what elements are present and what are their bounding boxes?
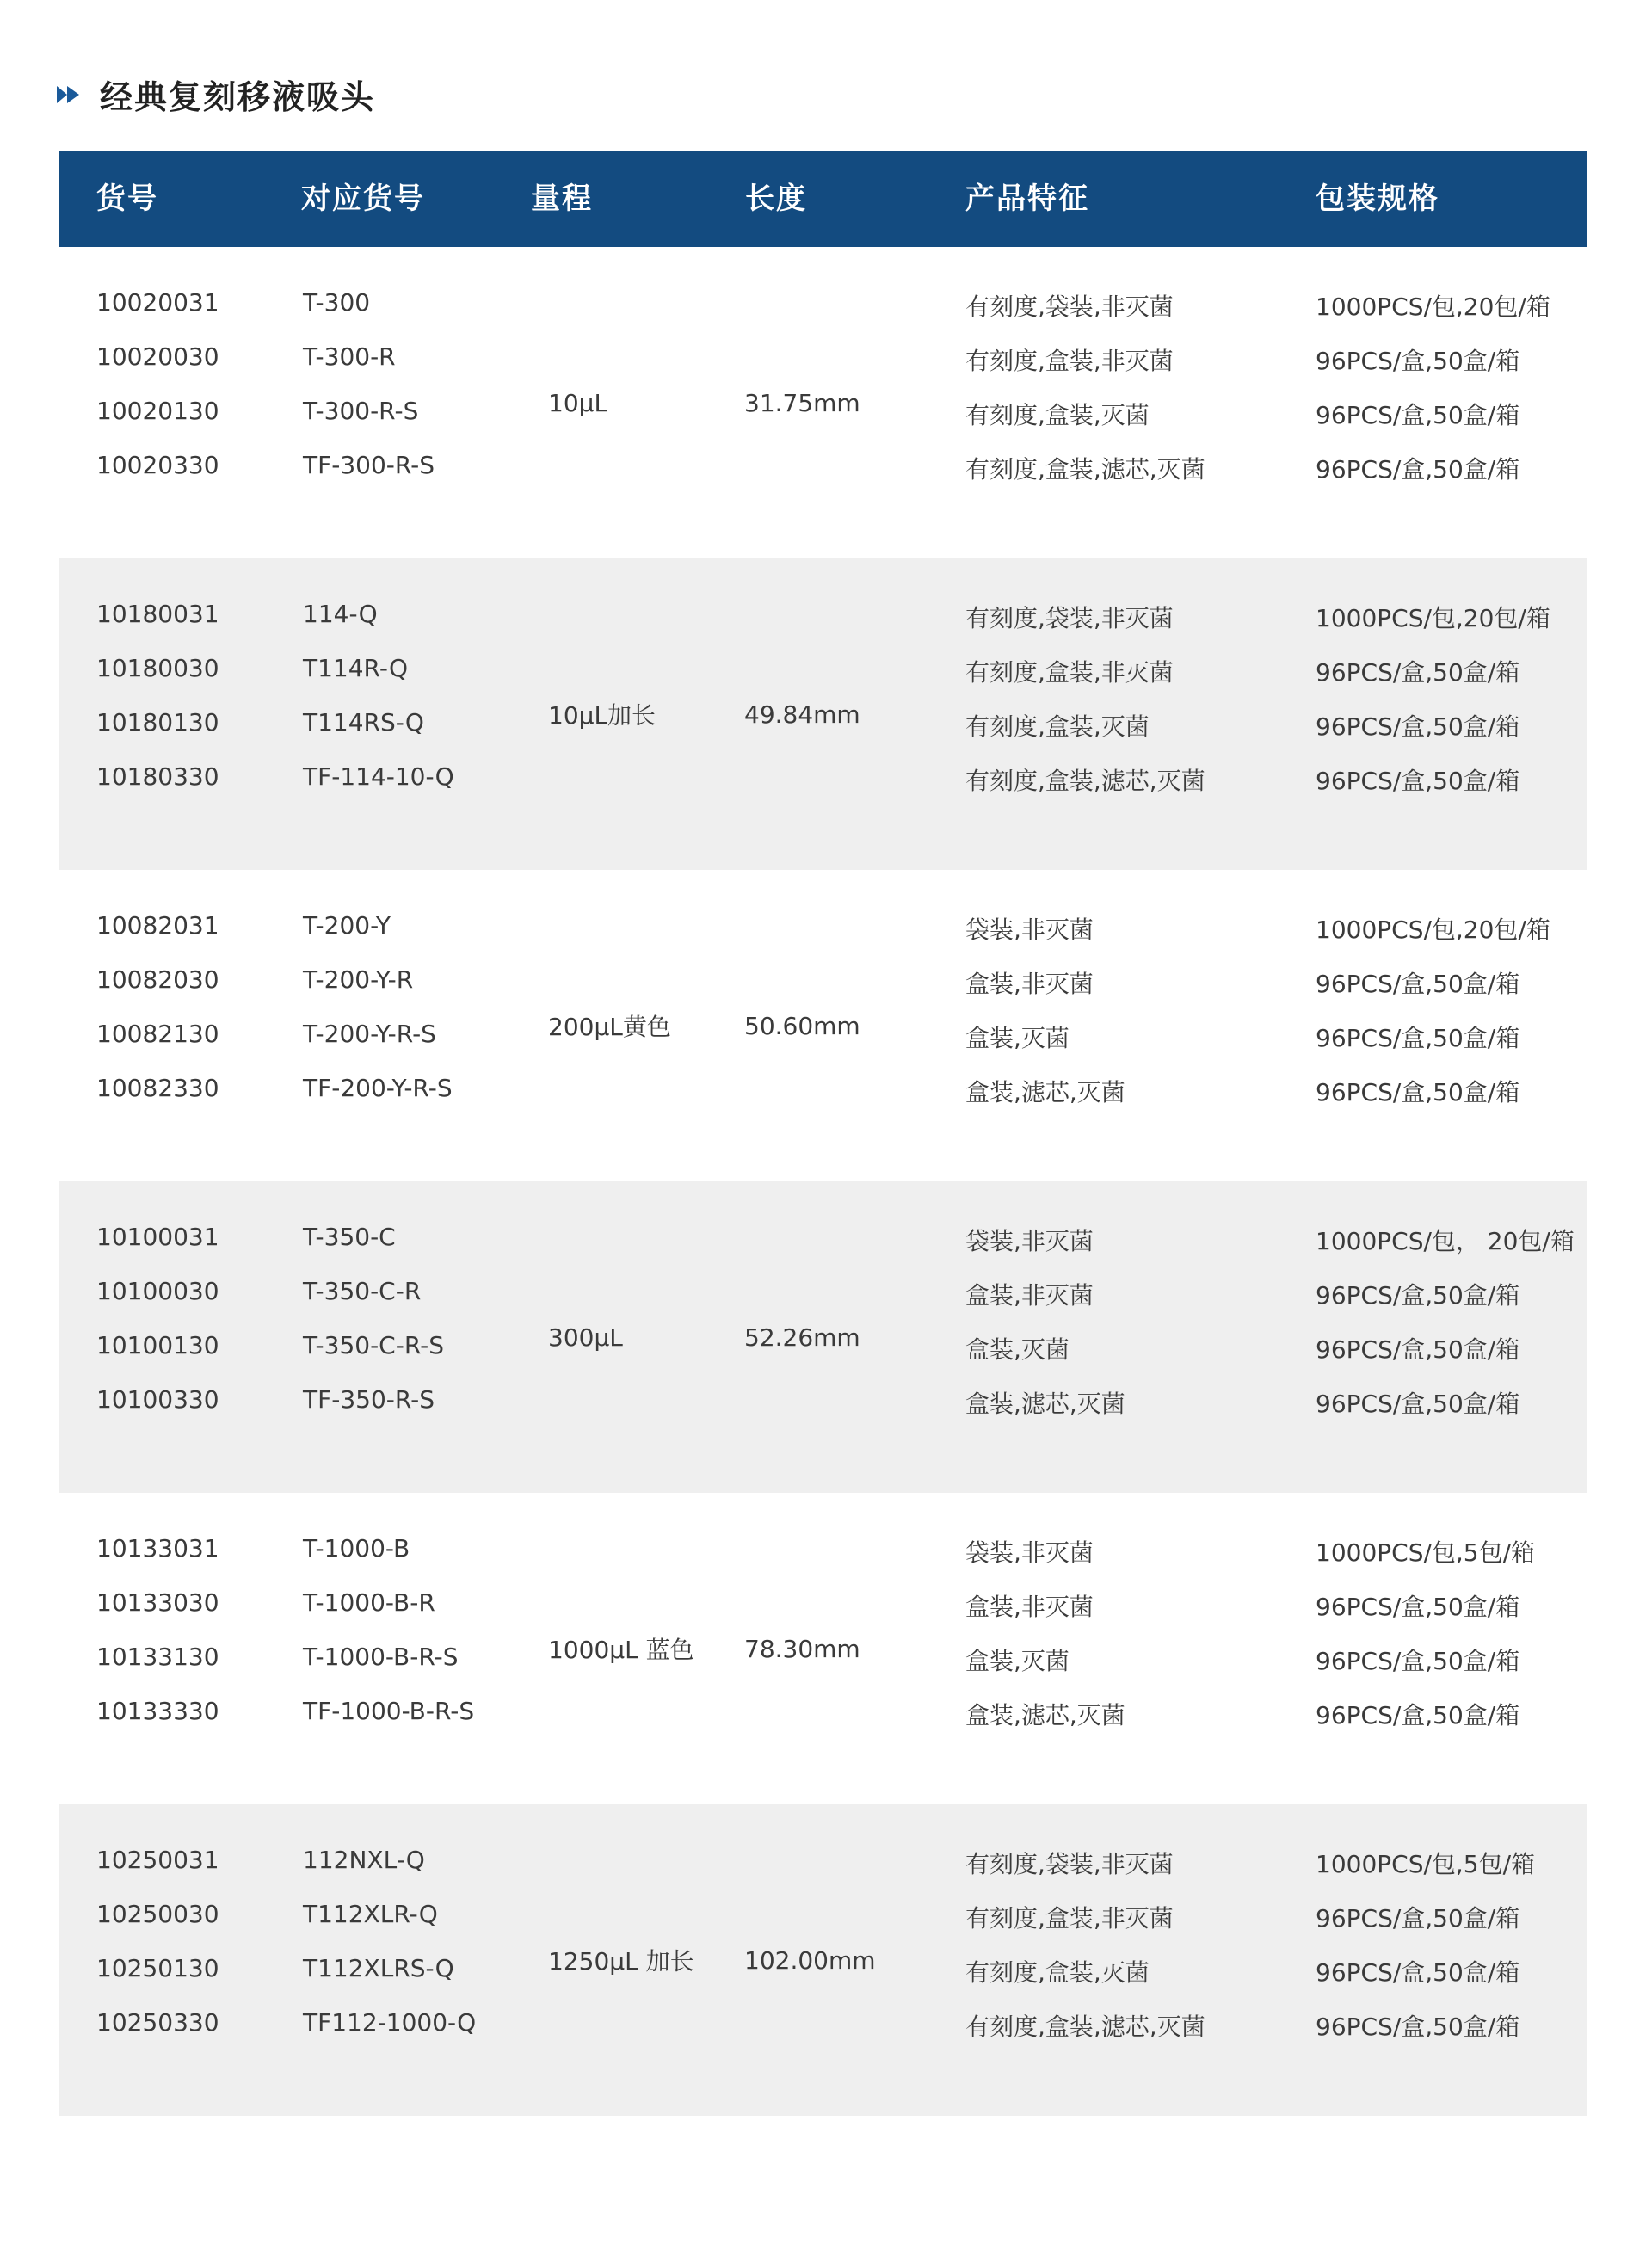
- ref-cell: TF-1000-B-R-S: [303, 1697, 475, 1725]
- header-sku: 货号: [96, 182, 158, 216]
- pack-cell: 96PCS/盒,50盒/箱: [1316, 347, 1520, 375]
- ref-cell: T-350-C-R-S: [303, 1331, 445, 1359]
- pack-cell: 96PCS/盒,50盒/箱: [1316, 970, 1520, 998]
- pack-cell: 1000PCS/包,20包/箱: [1316, 915, 1550, 944]
- range-cell: 200μL黄色: [548, 1013, 671, 1041]
- feature-cell: 有刻度,盒装,非灭菌: [965, 347, 1174, 375]
- range-cell: 1000μL 蓝色: [548, 1636, 694, 1664]
- sku-cell: 10250031: [96, 1846, 219, 1874]
- feature-cell: 袋装,非灭菌: [965, 1227, 1094, 1255]
- ref-cell: T112XLRS-Q: [303, 1954, 454, 1982]
- feature-cell: 有刻度,袋装,非灭菌: [965, 293, 1174, 321]
- feature-cell: 盒装,灭菌: [965, 1335, 1069, 1364]
- feature-cell: 有刻度,盒装,非灭菌: [965, 658, 1174, 687]
- feature-cell: 有刻度,袋装,非灭菌: [965, 604, 1174, 632]
- ref-cell: TF-114-10-Q: [303, 762, 454, 791]
- pack-cell: 96PCS/盒,50盒/箱: [1316, 1078, 1520, 1107]
- pack-cell: 1000PCS/包,5包/箱: [1316, 1850, 1536, 1878]
- feature-cell: 有刻度,盒装,滤芯,灭菌: [965, 455, 1205, 484]
- feature-cell: 盒装,灭菌: [965, 1647, 1069, 1675]
- table-body: [59, 247, 1587, 2116]
- header-range: 量程: [531, 182, 593, 216]
- length-cell: 31.75mm: [744, 388, 860, 417]
- header-length: 长度: [745, 182, 807, 216]
- ref-cell: T-200-Y-R: [303, 965, 414, 994]
- feature-cell: 有刻度,盒装,灭菌: [965, 712, 1150, 741]
- feature-cell: 盒装,滤芯,灭菌: [965, 1078, 1125, 1107]
- sku-cell: 10250130: [96, 1954, 219, 1982]
- feature-cell: 有刻度,盒装,灭菌: [965, 1958, 1150, 1987]
- feature-cell: 有刻度,盒装,灭菌: [965, 401, 1150, 429]
- pack-cell: 1000PCS/包,5包/箱: [1316, 1538, 1536, 1567]
- product-group: [59, 1493, 1587, 1804]
- pack-cell: 96PCS/盒,50盒/箱: [1316, 1390, 1520, 1418]
- sku-cell: 10020031: [96, 288, 219, 317]
- ref-cell: T-200-Y-R-S: [303, 1020, 436, 1048]
- sku-cell: 10180031: [96, 600, 219, 628]
- feature-cell: 袋装,非灭菌: [965, 1538, 1094, 1567]
- pack-cell: 96PCS/盒,50盒/箱: [1316, 1958, 1520, 1987]
- sku-cell: 10100031: [96, 1223, 219, 1251]
- ref-cell: T-300-R: [303, 342, 396, 371]
- ref-cell: T-300-R-S: [303, 397, 419, 425]
- section-title: 经典复刻移液吸头: [100, 78, 376, 116]
- sku-cell: 10180130: [96, 708, 219, 737]
- table-header: [59, 151, 1587, 247]
- header-feature: 产品特征: [965, 182, 1089, 216]
- sku-cell: 10180030: [96, 654, 219, 682]
- length-cell: 50.60mm: [744, 1011, 860, 1040]
- ref-cell: T-1000-B-R-S: [303, 1643, 459, 1671]
- ref-cell: T112XLR-Q: [303, 1900, 438, 1928]
- header-pack: 包装规格: [1316, 182, 1439, 216]
- ref-cell: T-350-C-R: [303, 1277, 422, 1305]
- pack-cell: 96PCS/盒,50盒/箱: [1316, 455, 1520, 484]
- feature-cell: 盒装,滤芯,灭菌: [965, 1390, 1125, 1418]
- sku-cell: 10082330: [96, 1074, 219, 1102]
- ref-cell: T-200-Y: [303, 911, 391, 940]
- sku-cell: 10082030: [96, 965, 219, 994]
- sku-cell: 10250030: [96, 1900, 219, 1928]
- sku-cell: 10250330: [96, 2008, 219, 2037]
- product-table: [59, 151, 1587, 2116]
- pack-cell: 96PCS/盒,50盒/箱: [1316, 712, 1520, 741]
- sku-cell: 10020330: [96, 451, 219, 479]
- product-group: [59, 1804, 1587, 2116]
- product-group: [59, 247, 1587, 558]
- double-arrow-icon: [57, 84, 81, 105]
- sku-cell: 10133030: [96, 1588, 219, 1617]
- product-group: [59, 1181, 1587, 1493]
- feature-cell: 盒装,非灭菌: [965, 1281, 1094, 1310]
- pack-cell: 96PCS/盒,50盒/箱: [1316, 2013, 1520, 2041]
- feature-cell: 有刻度,盒装,非灭菌: [965, 1904, 1174, 1933]
- length-cell: 102.00mm: [744, 1945, 876, 1975]
- pack-cell: 96PCS/盒,50盒/箱: [1316, 1701, 1520, 1729]
- pack-cell: 96PCS/盒,50盒/箱: [1316, 1281, 1520, 1310]
- length-cell: 52.26mm: [744, 1322, 860, 1352]
- pack-cell: 1000PCS/包， 20包/箱: [1316, 1227, 1575, 1255]
- sku-cell: 10180330: [96, 762, 219, 791]
- range-cell: 10μL: [548, 388, 608, 417]
- sku-cell: 10100330: [96, 1385, 219, 1414]
- ref-cell: TF-350-R-S: [303, 1385, 435, 1414]
- feature-cell: 盒装,非灭菌: [965, 1593, 1094, 1621]
- pack-cell: 1000PCS/包,20包/箱: [1316, 604, 1550, 632]
- sku-cell: 10020130: [96, 397, 219, 425]
- pack-cell: 96PCS/盒,50盒/箱: [1316, 658, 1520, 687]
- section-heading: [57, 71, 375, 118]
- ref-cell: T-1000-B: [303, 1534, 410, 1563]
- sku-cell: 10082031: [96, 911, 219, 940]
- sku-cell: 10100030: [96, 1277, 219, 1305]
- range-cell: 10μL加长: [548, 701, 656, 730]
- header-ref: 对应货号: [301, 182, 425, 216]
- length-cell: 78.30mm: [744, 1634, 860, 1663]
- sku-cell: 10133031: [96, 1534, 219, 1563]
- range-cell: 300μL: [548, 1322, 623, 1352]
- sku-cell: 10133130: [96, 1643, 219, 1671]
- length-cell: 49.84mm: [744, 700, 860, 729]
- ref-cell: TF112-1000-Q: [303, 2008, 477, 2037]
- feature-cell: 有刻度,袋装,非灭菌: [965, 1850, 1174, 1878]
- sku-cell: 10020030: [96, 342, 219, 371]
- pack-cell: 96PCS/盒,50盒/箱: [1316, 767, 1520, 795]
- feature-cell: 盒装,灭菌: [965, 1024, 1069, 1052]
- pack-cell: 96PCS/盒,50盒/箱: [1316, 1024, 1520, 1052]
- pack-cell: 96PCS/盒,50盒/箱: [1316, 1904, 1520, 1933]
- feature-cell: 有刻度,盒装,滤芯,灭菌: [965, 767, 1205, 795]
- sku-cell: 10082130: [96, 1020, 219, 1048]
- sku-cell: 10100130: [96, 1331, 219, 1359]
- ref-cell: 112NXL-Q: [303, 1846, 425, 1874]
- range-cell: 1250μL 加长: [548, 1947, 694, 1976]
- ref-cell: T-300: [303, 288, 371, 317]
- ref-cell: T-350-C: [303, 1223, 396, 1251]
- product-group: [59, 558, 1587, 870]
- pack-cell: 96PCS/盒,50盒/箱: [1316, 1647, 1520, 1675]
- pack-cell: 96PCS/盒,50盒/箱: [1316, 1593, 1520, 1621]
- pack-cell: 96PCS/盒,50盒/箱: [1316, 401, 1520, 429]
- product-group: [59, 870, 1587, 1181]
- ref-cell: TF-200-Y-R-S: [303, 1074, 453, 1102]
- feature-cell: 袋装,非灭菌: [965, 915, 1094, 944]
- sku-cell: 10133330: [96, 1697, 219, 1725]
- feature-cell: 盒装,非灭菌: [965, 970, 1094, 998]
- ref-cell: T114R-Q: [303, 654, 409, 682]
- pack-cell: 96PCS/盒,50盒/箱: [1316, 1335, 1520, 1364]
- ref-cell: TF-300-R-S: [303, 451, 435, 479]
- pack-cell: 1000PCS/包,20包/箱: [1316, 293, 1550, 321]
- ref-cell: T-1000-B-R: [303, 1588, 435, 1617]
- ref-cell: T114RS-Q: [303, 708, 424, 737]
- feature-cell: 有刻度,盒装,滤芯,灭菌: [965, 2013, 1205, 2041]
- ref-cell: 114-Q: [303, 600, 378, 628]
- feature-cell: 盒装,滤芯,灭菌: [965, 1701, 1125, 1729]
